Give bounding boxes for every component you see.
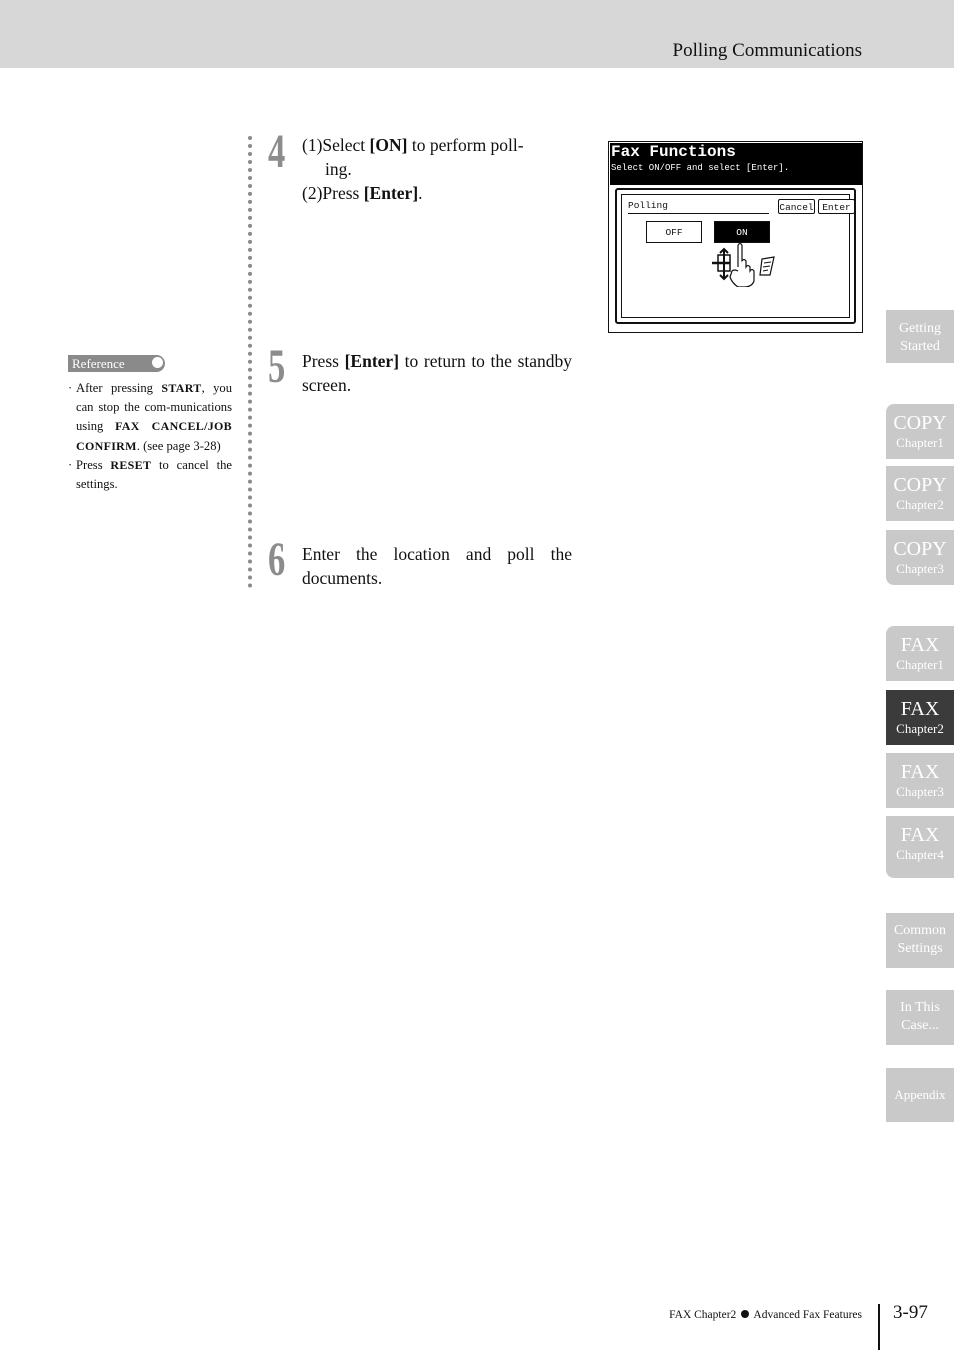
screen-enter-button[interactable]: Enter — [818, 199, 855, 214]
screen-panel — [615, 188, 856, 324]
page-header — [0, 0, 954, 68]
step-4-text — [302, 133, 572, 205]
footer-divider — [878, 1304, 880, 1350]
screen-header — [610, 143, 862, 185]
off-button[interactable]: OFF — [646, 221, 702, 243]
tab-getting-started[interactable]: Getting Started — [886, 310, 954, 363]
screen-cancel-button[interactable]: Cancel — [778, 199, 815, 214]
tab-fax-chapter2[interactable]: FAX Chapter2 — [886, 690, 954, 745]
reference-label: Reference — [72, 356, 125, 371]
step-number-5: 5 — [268, 340, 286, 393]
step-4-line-1: (1)Select [ON] to perform poll- — [302, 135, 524, 155]
reference-item: · After pressing START, you can stop the com-munications using FAX CANCEL/JOB CONFIRM. (see page 3-28) — [68, 381, 233, 453]
footer-breadcrumb — [669, 1309, 862, 1321]
tab-in-this-case[interactable]: In This Case... — [886, 990, 954, 1045]
dotted-divider — [248, 136, 256, 588]
reference-circle-icon — [152, 357, 163, 368]
tab-appendix[interactable]: Appendix — [886, 1068, 954, 1122]
pointing-hand-icon — [708, 241, 778, 287]
step-6-text: Enter the location and poll the documents. — [302, 544, 572, 588]
reference-item: · Press RESET to cancel the settings. — [68, 457, 232, 492]
page-number: 3-97 — [893, 1302, 928, 1323]
tab-fax-chapter3[interactable]: FAX Chapter3 — [886, 753, 954, 808]
step-number-6: 6 — [268, 533, 286, 586]
section-title: Polling Communications — [672, 40, 862, 61]
footer-section: Advanced Fax Features — [753, 1309, 862, 1321]
bullet-dot-icon — [741, 1310, 749, 1318]
tab-copy-chapter2[interactable]: COPY Chapter2 — [886, 466, 954, 521]
step-5-text: Press [Enter] to return to the standby screen. — [302, 351, 573, 395]
reference-notes — [68, 379, 232, 494]
fax-functions-screen — [608, 141, 863, 333]
tab-fax-chapter4[interactable]: FAX Chapter4 — [886, 816, 954, 878]
screen-subtitle: Select ON/OFF and select [Enter]. — [611, 163, 790, 173]
tab-common-settings[interactable]: Common Settings — [886, 913, 954, 968]
screen-title: Fax Functions — [611, 143, 736, 161]
on-button[interactable]: ON — [714, 221, 770, 243]
step-number-4: 4 — [268, 125, 286, 178]
step-4-line-1-continuation: ing. — [325, 159, 352, 179]
tab-fax-chapter1[interactable]: FAX Chapter1 — [886, 626, 954, 681]
step-4-line-2: (2)Press [Enter]. — [302, 183, 423, 203]
tab-copy-chapter3[interactable]: COPY Chapter3 — [886, 530, 954, 585]
tab-copy-chapter1[interactable]: COPY Chapter1 — [886, 404, 954, 459]
reference-badge — [68, 355, 165, 372]
footer-chapter: FAX Chapter2 — [669, 1309, 737, 1321]
polling-label: Polling — [628, 200, 668, 211]
polling-panel — [621, 194, 850, 318]
